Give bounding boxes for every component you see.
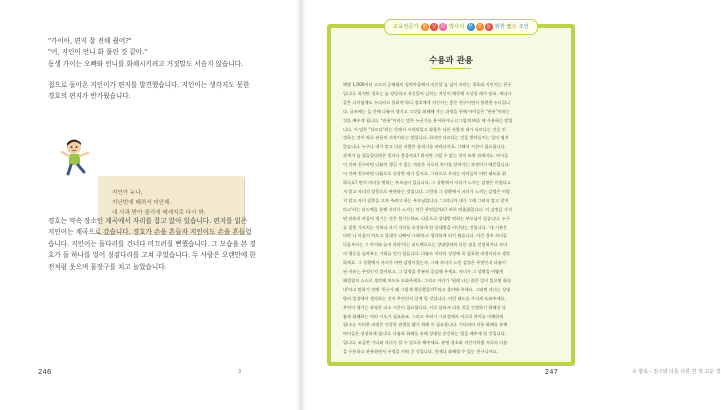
text-line: 않습니다. 누구나 내가 맞고 다른 사람은 틀리기를 바라니까요. 그래서 시간이 필요합니다.: [343, 144, 506, 150]
text-line: 을 수용하고 관용하면서 우정을 키워 갈 것입니다. 언제나 화해할 수 있는 친구니까요.: [343, 349, 498, 355]
banner-end: 조언: [518, 24, 529, 30]
banner-char: 를: [486, 24, 491, 30]
story-paragraph: [48, 216, 270, 273]
page-number: 247: [544, 368, 558, 376]
title-divider: [431, 68, 471, 69]
note-line: 지인아 누나,: [112, 190, 143, 196]
text-line: 니다. 이 말은 "다르다"라는 뜻에서 시작되었고 화합은 다른 사람과 내가 다르다는 것을 인: [343, 126, 506, 132]
banner-char: 한: [422, 24, 428, 30]
text-line: 를 잘못 가르치는 것보다 자기 자녀를 속상하게 한 상대방을 비난하는 건입니다. '내 기분은: [343, 224, 508, 230]
text-line: 지인이는 계곡으로 갔습니다. 경호가 손을 흔들자 지인이도 손을 흔들었: [48, 228, 252, 237]
text-line: 내'라고 말하기 전에 '친구가 왜 그렇게 행동했을까?'라고 물어봐 주세요. 그러면 자녀는 상대: [343, 286, 511, 292]
text-line: 이 진짜 친구라면 다툼이 생길 수 있는 까닭은 서로의 차이를 알아가는 과정이기 때문입니다.: [343, 162, 510, 168]
text-line: 경호는 약속 장소인 계곡에서 자리를 잡고 앉아 있습니다. 편지를 읽은: [48, 217, 248, 225]
text-line: 관계가 늘 힘들었다면은 얼마나 좋을까요? 하지만 그럴 수 없는 것이 또한 관계지요. 아이들: [343, 153, 509, 159]
advice-panel: [327, 24, 575, 366]
text-line: 아이들은 성장하게 됩니다. 다툼과 화해를 통해 상대를 존중하는 법을 배우게 될 것입니다.: [343, 331, 506, 337]
text-line: 접으로 돌아온 지인이가 편지를 발견했습니다. 지인이는 생각지도 못한: [48, 81, 250, 89]
text-line: 호가 돌 하나를 얼어 징검다리를 고쳐 주었습니다. 두 사람은 오랜만에 한: [48, 251, 256, 260]
banner-suffix: 짧은: [506, 24, 517, 30]
series-banner: [384, 19, 538, 35]
text-line: 하세요. 그 상황에서 자녀가 어떤 감정이었는지, 그때 자녀가 느낀 감정은 무엇인지 다툼이: [343, 260, 506, 266]
banner-char: 성: [431, 24, 437, 30]
text-line: 지 않고 자녀 잘못을 고쳐 주려고 하는 부모님입니다. '그러니까 내가 그래 그러지 말고 잘지: [343, 197, 509, 203]
text-line: 다만 나 마음이 아프고 상대가 나빠서 그래'라고 생각하게 되기 쉽습니다. 이런 경우 자녀들: [343, 233, 508, 239]
banner-char: 희: [440, 24, 446, 30]
text-line: 같은 나이임에도 누나라고 불러야 하니 경호에게 지인이는 좋은 친구이면서 불편한 누나입니: [343, 99, 511, 105]
text-line: 된 이유는 무엇인지 물어보고, 그 감정을 충분히 공감해 주세요. 자녀가 그 상황을 어떻게: [343, 269, 504, 275]
banner-char: 모: [477, 24, 482, 30]
text-line: 경호의 편지가 반가웠습니다.: [48, 92, 131, 101]
running-footer: 수 방호 - 친구와 다툰 다른 친 것 고운 것: [632, 369, 721, 375]
text-line: 다. 글쓰에는 둘 간에 다툼이 생기고 그것을 화해해 가는 과정을 통해 아이들은 "관용"이라는: [343, 108, 510, 114]
text-line: 의 행동을 돌아보는 기회를 얻기 힘듭니다. 다툼도 자녀의 성장에 꼭 필요한 과정이라고 생각: [343, 251, 510, 257]
text-line: "어, 지인이 언니 화 풀린 것 같아.": [48, 48, 148, 57]
advice-body: [343, 81, 559, 357]
text-line: 라고'라는 피드백을 통해 자녀가 느끼는 것은 무엇일까요? 바로 억울함입니다. 이 감정을 가지: [343, 206, 513, 212]
banner-middle: 박사의: [448, 24, 465, 30]
text-line: 무엇이 생기는 과정은 다소 시간이 필요합니다. 서로 달라서 다툰 것을 인정하기 위해선 다: [343, 304, 506, 310]
text-line: 툼과 화해하는 여러 시도가 필요하죠. 그리고 우리가 그과정에서 서로의 차이를 이해하게: [343, 313, 504, 319]
text-line: 이 진짜 친구라면 다툼으로 속상한 때가 있지요. 그러므로 우리는 아이들이 어떤 태도를 취: [343, 171, 506, 177]
left-page: [0, 0, 298, 410]
banner-prefix: 교육전문가: [393, 24, 419, 30]
section-title: 수용과 관용: [428, 56, 473, 66]
text-line: 동생 가이는 오빠와 언니를 화해시키려고 거짓말도 서슴지 않습니다.: [48, 59, 244, 68]
text-line: 정하는 것이 바로 관용의 시작이라는 말입니다. 하지만 다르다는 것을 받아들이는 일이 쉽지: [343, 135, 509, 141]
dialogue-paragraph: [48, 36, 270, 70]
text-line: 면 관용의 마음이 생기는 것은 불가능하죠. 다음으로 상대방 탓하는 부모님이 있습니다. 누구: [343, 215, 510, 221]
text-line: 하나요? 먼저 자녀를 탓하는 부모님이 있습니다. 그 상황에서 자녀가 느끼는 감정은 이렇다고: [343, 179, 511, 185]
text-line: 지 않고 자녀의 잘못으로 판단하는 것입니다. 그런데 그 상황에서 자녀가 느끼는 감정은 이렇: [343, 188, 510, 194]
banner-suffix: 위한: [494, 24, 505, 30]
text-line: 습니다. 지인이는 돌다리를 건너다 미끄러질 뻔했습니다. 그 모습을 본 경: [48, 239, 256, 248]
banner-char: 부: [468, 24, 473, 30]
text-line: 전처럼 웃으며 물장구를 치고 놀았습니다.: [48, 262, 167, 271]
text-line: 것을 배우게 됩니다. "관용"이라는 말은 누군가를 용서하거나 너그럽게 봐줄 때 사용하는 말입: [343, 117, 513, 123]
text-line: 됩니다. 이러한 과정은 건강한 관계를 맺기 위해 꼭 필요합니다. 기다리며 서툰 화해를 통해: [343, 322, 508, 328]
text-line: 해결할지 스스로 생각해 보도록 도와주세요. 그리고 자녀가 '원래 나는 싫은 일이 있으면 화를: [343, 277, 512, 283]
running-footer: 3: [238, 369, 242, 375]
text-line: 입니다. 하지만 경호는 늘 당당하고 자신있어 넘치는 지인이 때문에 속상할 때가 많죠. 게다가: [343, 90, 512, 96]
note-line: 내 사과 받아 줄리에 메세지로 다시 봐.: [112, 210, 206, 216]
text-line: 방의 입장에서 생각하는 것이 무엇인지 알게 될 것입니다. 이런 태도를 가지게 도와주세요.: [343, 295, 506, 301]
story-paragraph: [48, 80, 270, 103]
child-illustration: [58, 137, 100, 177]
text-line: 입니다. 조금만 기다려 자녀가 할 수 있도록 해주세요. 분명 경호와 지인이처럼 서로의 다름: [343, 340, 508, 346]
text-line: 해발 1,000미터 고도의 공해협의 설악마을에서 지은할 둘 넘이 자라는 경호와 지인이는 친구: [343, 82, 512, 87]
text-line: 다음부터는 그 아이와 놀지 마라'라는 피드백으로는 상대방과의 다른 점을 인정하거나 자녀: [343, 242, 508, 248]
page-number: 246: [38, 368, 52, 376]
note-line: 지난번에 때려서 미안해.: [112, 200, 172, 206]
text-line: "가이아, 편지 잘 전해 줬어?": [48, 37, 132, 45]
right-page: [306, 0, 721, 410]
